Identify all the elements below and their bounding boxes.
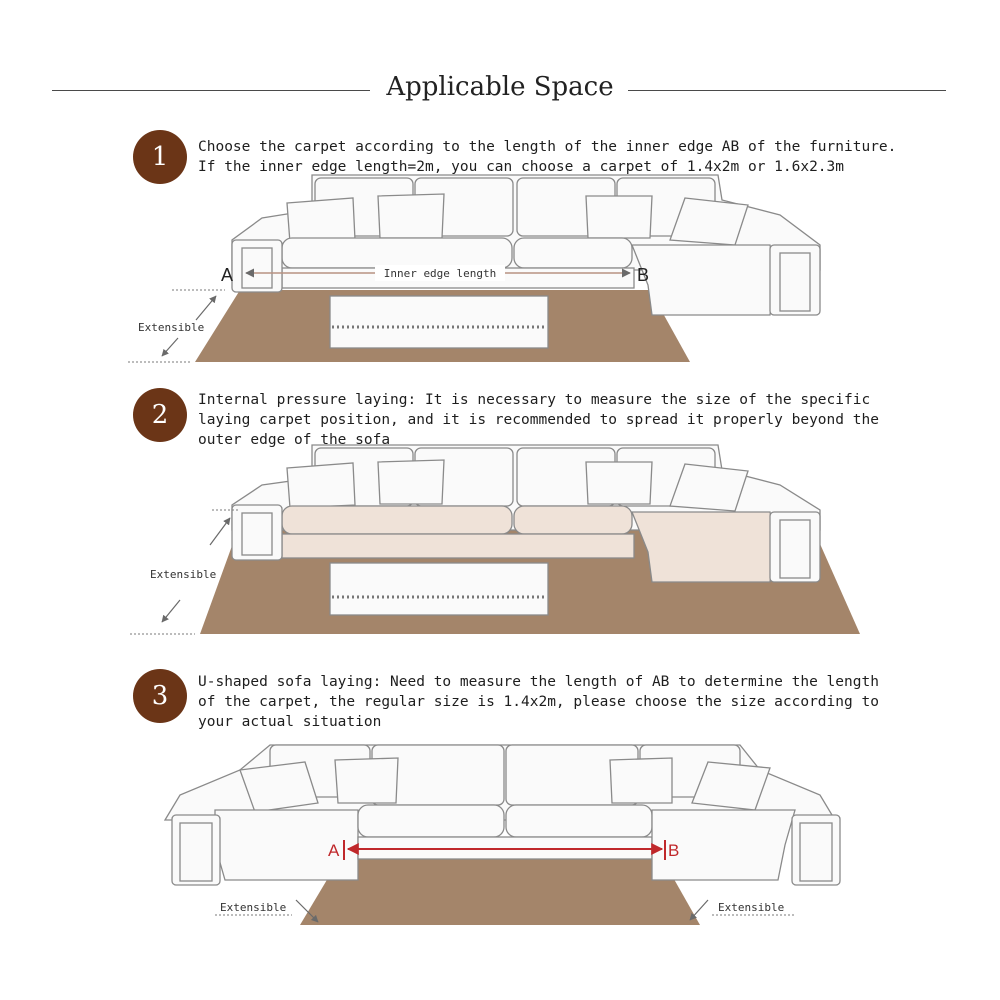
- scene-1-pillow-2: [378, 194, 444, 238]
- scene-3-carpet: [300, 858, 700, 925]
- scene-3-pillow-3: [610, 758, 672, 803]
- scene-1-label-b: B: [637, 265, 650, 285]
- scene-3-extensible-right-label: Extensible: [718, 901, 785, 914]
- scene-2: [130, 445, 860, 634]
- scene-3-extensible-right-arrow: [690, 900, 708, 920]
- scene-2-base: [282, 534, 634, 558]
- scene-1: [128, 175, 820, 362]
- scene-2-extensible-label: Extensible: [150, 568, 217, 581]
- scene-1-extensible-arrow-up: [196, 296, 216, 320]
- scene-1-arm-right: [770, 245, 820, 315]
- scene-3-seat-center-left: [358, 805, 504, 837]
- scene-1-pillow-3: [586, 196, 652, 238]
- scene-1-chaise: [632, 245, 775, 315]
- scene-2-seat-left: [282, 506, 512, 534]
- scene-1-extensible-label: Extensible: [138, 321, 205, 334]
- scene-2-pillow-2: [378, 460, 444, 504]
- page-title: Applicable Space: [0, 72, 1000, 102]
- step-2-line-3: outer edge of the sofa: [198, 432, 391, 448]
- scene-1-seat-left: [282, 238, 512, 268]
- step-2-line-2: laying carpet position, and it is recommended to spread it properly beyond the: [198, 412, 879, 428]
- scene-3-label-b: B: [668, 841, 680, 860]
- scene-3-label-a: A: [328, 841, 340, 860]
- scene-2-chaise: [632, 512, 775, 582]
- scene-1-coffee-table: [330, 296, 548, 348]
- step-2-line-1: Internal pressure laying: It is necessary to measure the size of the specific: [198, 392, 871, 408]
- step-3-line-1: U-shaped sofa laying: Need to measure the length of AB to determine the length: [198, 674, 879, 690]
- scene-3-extensible-left-label: Extensible: [220, 901, 287, 914]
- scene-3: [165, 745, 840, 925]
- scene-1-inner-edge-label: Inner edge length: [383, 267, 497, 280]
- scene-3-seat-center-right: [506, 805, 652, 837]
- step-3-line-3: your actual situation: [198, 714, 382, 730]
- scene-2-seat-right: [514, 506, 632, 534]
- step-3-badge: 3: [133, 669, 187, 723]
- scene-2-pillow-1: [287, 463, 355, 508]
- scene-3-arm-left: [172, 815, 220, 885]
- scene-3-pillow-2: [335, 758, 398, 803]
- step-2-badge: 2: [133, 388, 187, 442]
- scene-1-label-a: A: [221, 265, 234, 285]
- scene-1-extensible-arrow-down: [162, 338, 178, 356]
- step-1-line-1: Choose the carpet according to the length of the inner edge AB of the furniture.: [198, 139, 897, 155]
- step-1-badge: 1: [133, 130, 187, 184]
- scene-3-pillow-1: [240, 762, 318, 812]
- scene-1-seat-right: [514, 238, 632, 268]
- scene-2-extensible-arrow-up: [210, 518, 230, 545]
- scene-2-extensible-arrow-down: [162, 600, 180, 622]
- scene-2-pillow-3: [586, 462, 652, 504]
- scene-2-arm-right: [770, 512, 820, 582]
- step-3-line-2: of the carpet, the regular size is 1.4x2m, please choose the size according to: [198, 694, 879, 710]
- step-1-line-2: If the inner edge length=2m, you can choose a carpet of 1.4x2m or 1.6x2.3m: [198, 159, 845, 175]
- scene-2-coffee-table: [330, 563, 548, 615]
- scene-3-arm-right: [792, 815, 840, 885]
- scene-1-pillow-1: [287, 198, 355, 243]
